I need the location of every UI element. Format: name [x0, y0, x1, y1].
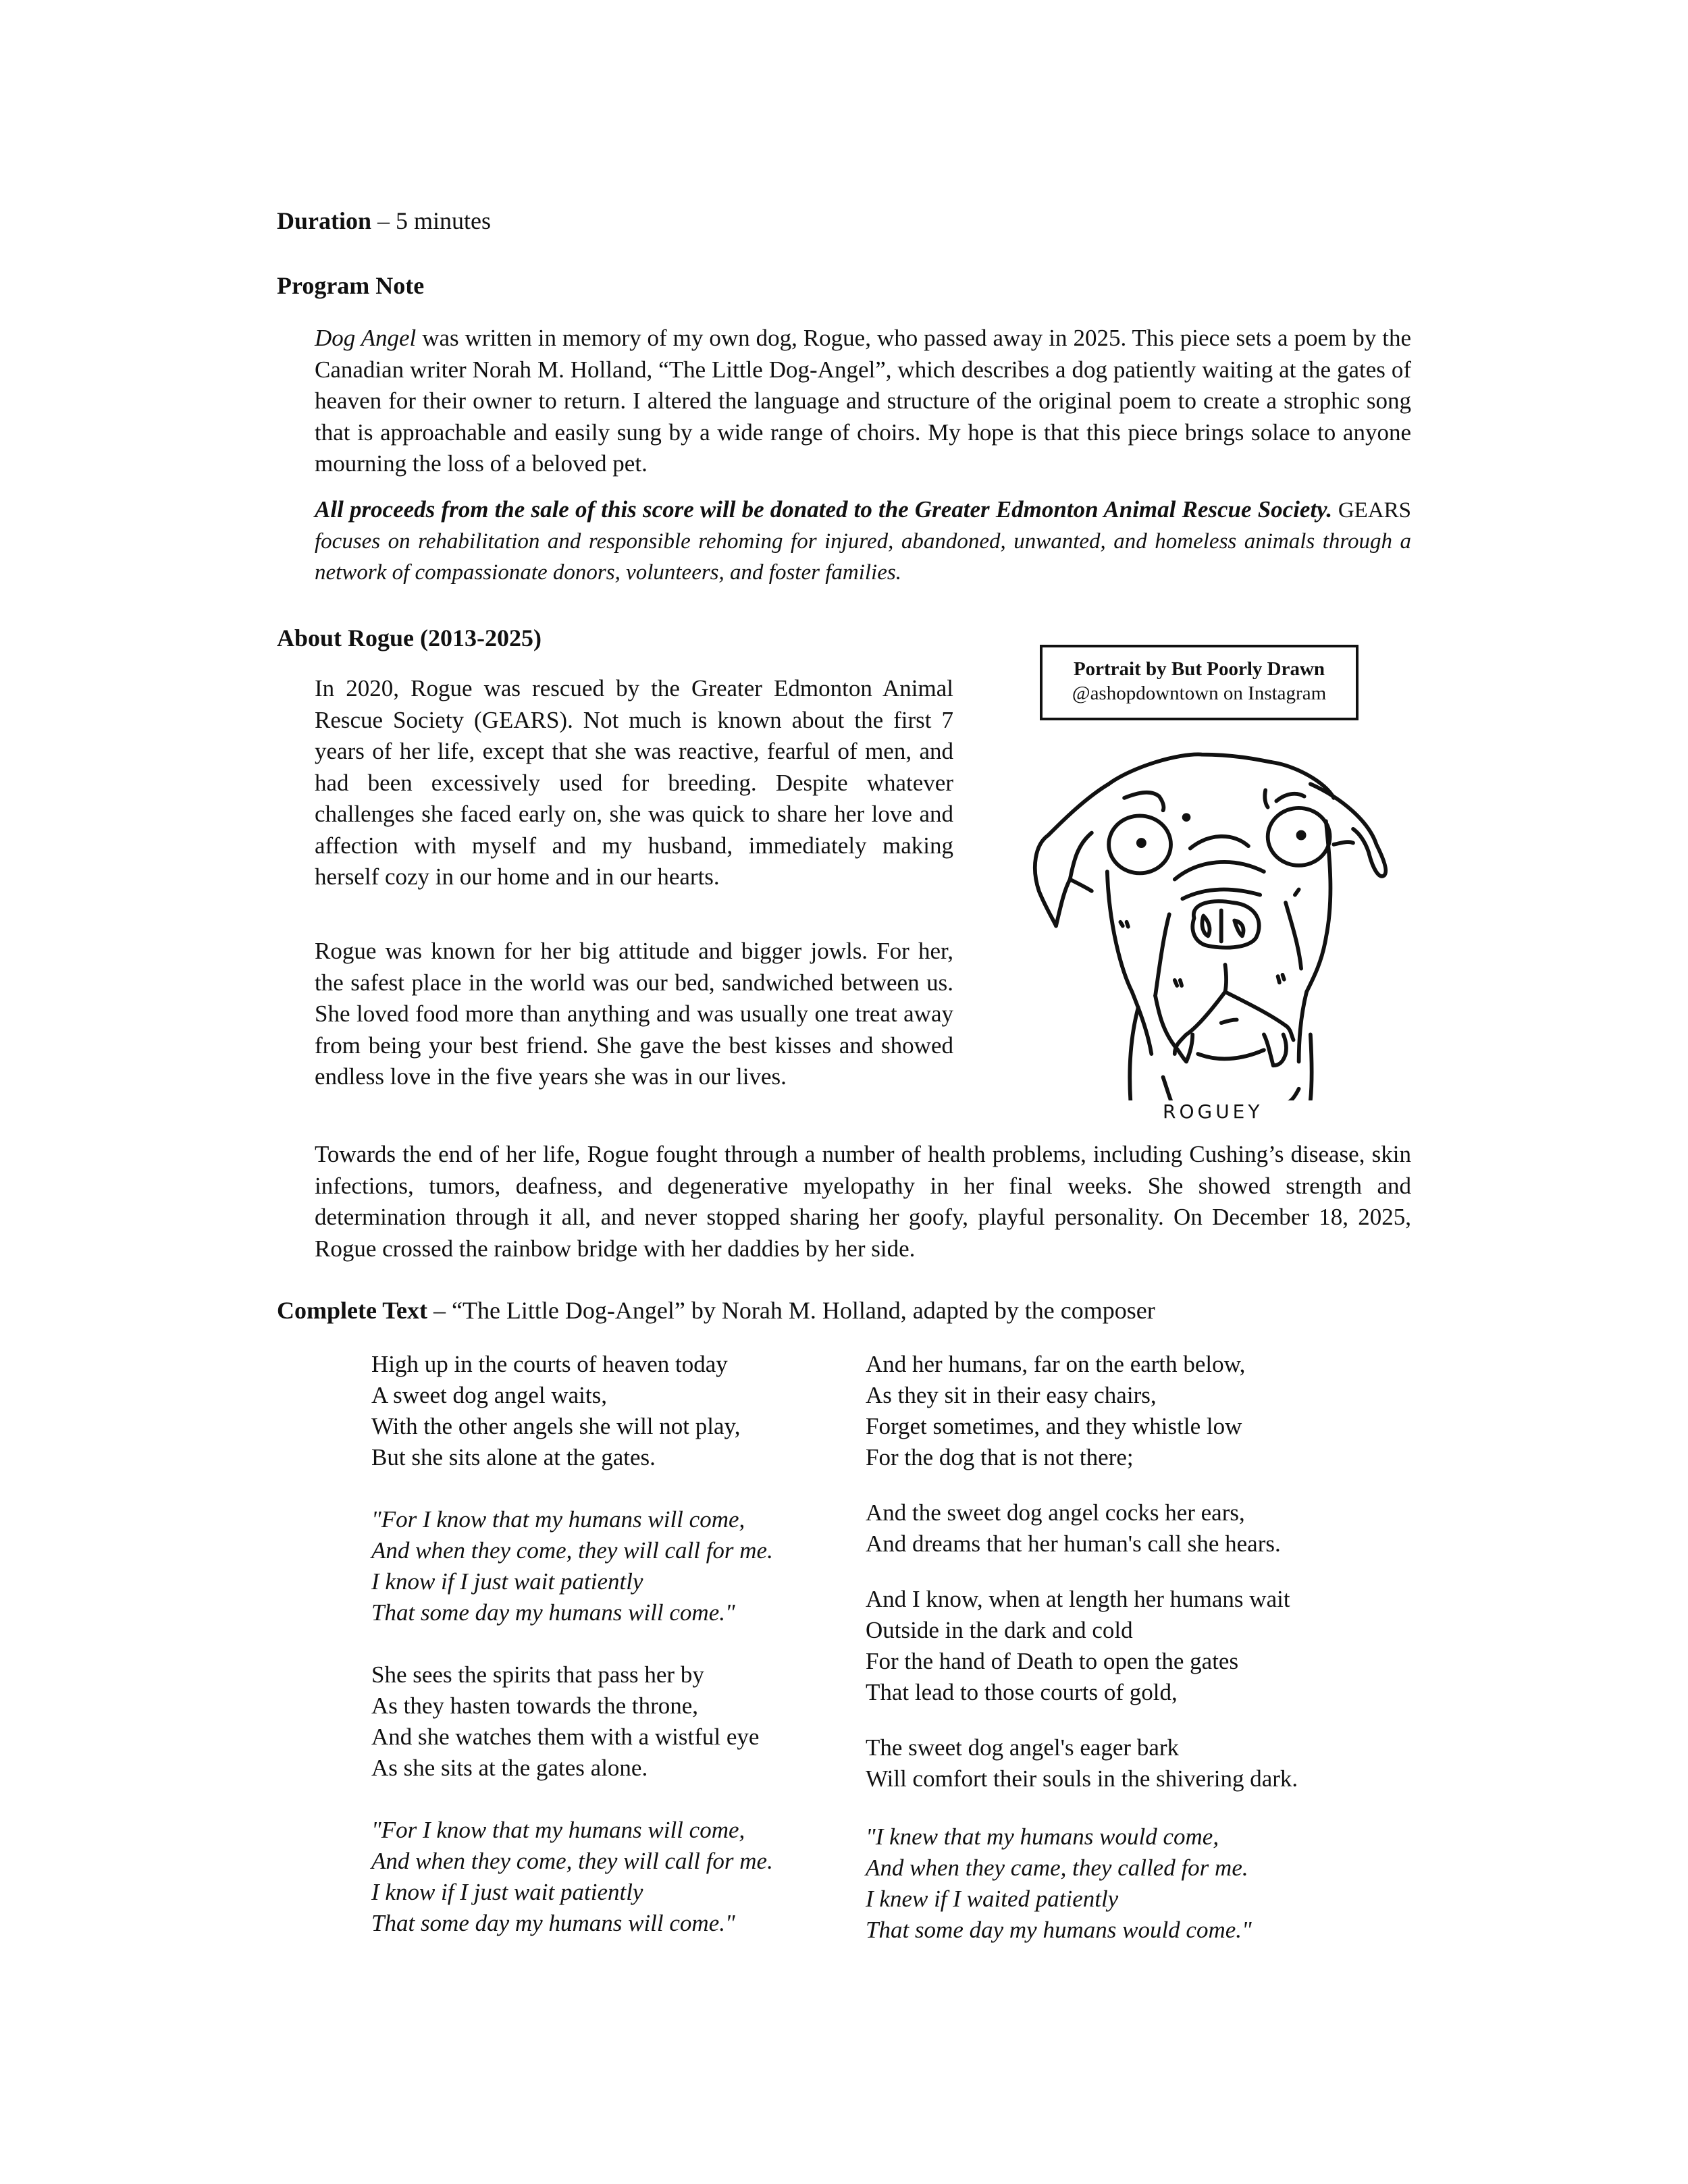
poem-line: And dreams that her human's call she hears. [866, 1530, 1281, 1557]
poem-line: I know if I just wait patiently [371, 1879, 643, 1905]
about-paragraph-2: Rogue was known for her big attitude and bigger jowls. For her, the safest place in the world was our bed, sandwiched between us. She loved food more than anything and was usually one treat away from being your best friend. She gave the best kisses and showed endless love in the five years she was in our lives. [315, 938, 953, 1090]
poem-stanza [866, 1497, 1406, 1560]
about-paragraph-1: In 2020, Rogue was rescued by the Greater Edmonton Animal Rescue Society (GEARS). Not much is known about the first 7 years of her life, except that she was reactive, fearful of men, and had been excessively used for breeding. Despite whatever challenges she faced early on, she was quick to share her love and affection with myself and my husband, immediately making herself cozy in our home and in our hearts. [315, 675, 953, 890]
poem-line: With the other angels she will not play, [371, 1413, 741, 1439]
donation-statement: All proceeds from the sale of this score will be donated to the Greater Edmonton Animal Rescue Society. [315, 496, 1333, 523]
poem-line: And when they came, they called for me. [866, 1855, 1248, 1881]
complete-text-label: Complete Text [277, 1297, 427, 1324]
piece-title: Dog Angel [315, 325, 417, 351]
poem-line: And the sweet dog angel cocks her ears, [866, 1499, 1245, 1526]
poem-line: And when they come, they will call for me. [371, 1848, 773, 1874]
duration-value: 5 minutes [396, 207, 492, 234]
poem-line: She sees the spirits that pass her by [371, 1661, 704, 1688]
poem-line: High up in the courts of heaven today [371, 1351, 728, 1377]
donation-paragraph [315, 494, 1411, 588]
poem-refrain [371, 1815, 844, 1939]
poem-left-column [371, 1349, 844, 1970]
duration-separator: – [371, 207, 396, 234]
poem-line: That some day my humans will come." [371, 1910, 735, 1936]
poem-line: And when they come, they will call for me. [371, 1537, 773, 1564]
poem-line: "I knew that my humans would come, [866, 1823, 1219, 1850]
poem-line: And her humans, far on the earth below, [866, 1351, 1246, 1377]
poem-line: As they hasten towards the throne, [371, 1693, 699, 1719]
complete-text-heading [277, 1295, 1155, 1326]
program-note-text: was written in memory of my own dog, Rogue, who passed away in 2025. This piece sets a poem by the Canadian writer Norah M. Holland, “The Little Dog-Angel”, which describes a dog patiently waiting at the gates of heaven for their owner to return. I altered the language and structure of the original poem to create a strophic song that is approachable and easily sung by a wide range of choirs. My hope is that this piece brings solace to anyone mourning the loss of a beloved pet. [315, 325, 1411, 477]
duration-label: Duration [277, 207, 372, 234]
dog-portrait-icon [999, 736, 1404, 1100]
poem-line: As they sit in their easy chairs, [866, 1382, 1157, 1408]
poem-line: That some day my humans will come." [371, 1599, 735, 1626]
complete-text-attribution: – “The Little Dog-Angel” by Norah M. Holland, adapted by the composer [427, 1297, 1155, 1324]
gears-acronym: GEARS [1338, 498, 1412, 523]
poem-right-column [866, 1349, 1406, 1977]
portrait-credit-artist: Portrait by But Poorly Drawn [1073, 658, 1325, 680]
about-heading-dates: (2013-2025) [414, 624, 542, 651]
poem-stanza [866, 1349, 1406, 1473]
program-note-heading [277, 270, 424, 301]
poem-stanza [866, 1584, 1406, 1708]
poem-line: And she watches them with a wistful eye [371, 1724, 760, 1750]
duration-line [277, 205, 491, 236]
gears-description: focuses on rehabilitation and responsible rehoming for injured, abandoned, unwanted, and homeless animals through a network of compassionate donors, volunteers, and foster families. [315, 529, 1411, 585]
poem-line: Forget sometimes, and they whistle low [866, 1413, 1242, 1439]
poem-line: "For I know that my humans will come, [371, 1817, 745, 1843]
poem-stanza [866, 1732, 1406, 1794]
poem-line: "For I know that my humans will come, [371, 1506, 745, 1533]
poem-stanza [371, 1349, 844, 1473]
about-heading-bold: About Rogue [277, 624, 415, 651]
portrait-caption: ROGUEY [1163, 1100, 1263, 1123]
poem-line: Will comfort their souls in the shivering dark. [866, 1765, 1298, 1792]
poem-refrain [371, 1504, 844, 1628]
poem-line: I know if I just wait patiently [371, 1568, 643, 1595]
poem-line: I knew if I waited patiently [866, 1886, 1119, 1912]
poem-line: A sweet dog angel waits, [371, 1382, 607, 1408]
about-rogue-heading [277, 622, 542, 654]
about-paragraph-3: Towards the end of her life, Rogue fought through a number of health problems, including Cushing’s disease, skin infections, tumors, deafness, and degenerative myelopathy in her final weeks. She showed strength and determination through it all, and never stopped sharing her goofy, playful personality. On December 18, 2025, Rogue crossed the rainbow bridge with her daddies by her side. [315, 1141, 1411, 1262]
poem-line: That lead to those courts of gold, [866, 1679, 1178, 1705]
poem-line: That some day my humans would come." [866, 1917, 1252, 1943]
poem-line: As she sits at the gates alone. [371, 1755, 648, 1781]
poem-line: For the hand of Death to open the gates [866, 1648, 1239, 1674]
portrait-credit-box [1040, 645, 1359, 720]
poem-line: And I know, when at length her humans wait [866, 1586, 1290, 1612]
poem-line: The sweet dog angel's eager bark [866, 1734, 1180, 1761]
poem-line: But she sits alone at the gates. [371, 1444, 656, 1470]
poem-final-refrain [866, 1821, 1406, 1946]
program-note-heading-text: Program Note [277, 272, 425, 299]
program-note-paragraph [315, 323, 1411, 480]
poem-line: For the dog that is not there; [866, 1444, 1134, 1470]
dog-portrait-image [999, 736, 1404, 1100]
portrait-credit-instagram: @ashopdowntown on Instagram [1072, 683, 1327, 704]
poem-stanza [371, 1659, 844, 1784]
poem-line: Outside in the dark and cold [866, 1617, 1133, 1643]
